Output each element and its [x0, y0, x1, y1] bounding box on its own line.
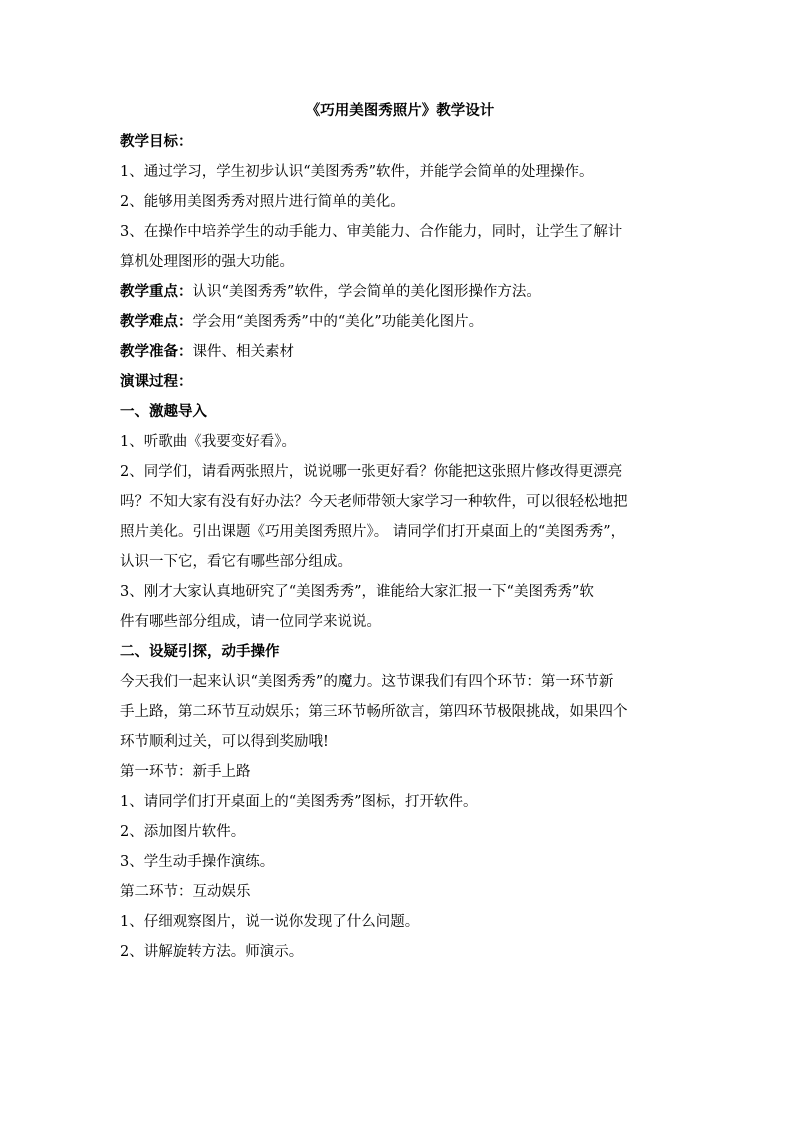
key-point-label: 教学重点：	[120, 283, 193, 300]
section1-line: 认识一下它，看它有哪些部分组成。	[120, 554, 352, 570]
preparation-line	[120, 337, 680, 367]
key-point-line	[120, 277, 680, 307]
goal-line: 算机处理图形的强大功能。	[120, 254, 294, 270]
difficulty-text: 学会用“美图秀秀”中的“美化”功能美化图片。	[192, 314, 484, 330]
section1-line: 3、刚才大家认真地研究了“美图秀秀”，谁能给大家汇报一下“美图秀秀”软	[120, 584, 594, 600]
goals-heading: 教学目标：	[120, 133, 193, 150]
section2-line: 环节顺利过关，可以得到奖励哦!	[120, 734, 329, 750]
section2-line: 3、学生动手操作演练。	[120, 854, 275, 870]
goal-line: 2、能够用美图秀秀对照片进行简单的美化。	[120, 194, 405, 210]
section2-line: 1、仔细观察图片，说一说你发现了什么问题。	[120, 914, 420, 930]
section1-line: 吗？不知大家有没有好办法？今天老师带领大家学习一种软件，可以很轻松地把	[120, 494, 628, 510]
process-heading: 演课过程：	[120, 373, 193, 390]
section2-line: 1、请同学们打开桌面上的“美图秀秀”图标，打开软件。	[120, 794, 478, 810]
section1-line: 1、听歌曲《我要变好看》。	[120, 434, 296, 450]
goal-line: 1、通过学习，学生初步认识“美图秀秀”软件，并能学会简单的处理操作。	[120, 164, 594, 180]
goal-line: 3、在操作中培养学生的动手能力、审美能力、合作能力，同时，让学生了解计	[120, 224, 623, 240]
section1-line: 2、同学们，请看两张照片，说说哪一张更好看？你能把这张照片修改得更漂亮	[120, 464, 623, 480]
section2-line: 2、添加图片软件。	[120, 824, 246, 840]
preparation-label: 教学准备：	[120, 343, 193, 360]
section2-line: 第二环节：互动娱乐	[120, 884, 251, 900]
section2-line: 手上路，第二环节互动娱乐；第三环节畅所欲言，第四环节极限挑战，如果四个	[120, 704, 628, 720]
section2-line: 2、讲解旋转方法。师演示。	[120, 944, 304, 960]
difficulty-line	[120, 307, 680, 337]
section1-heading: 一、激趣导入	[120, 403, 207, 420]
section2-line: 今天我们一起来认识“美图秀秀”的魔力。这节课我们有四个环节：第一环节新	[120, 674, 614, 690]
document-body	[120, 100, 680, 967]
section2-heading: 二、设疑引探，动手操作	[120, 643, 280, 660]
difficulty-label: 教学难点：	[120, 313, 193, 330]
section1-line: 照片美化。引出课题《巧用美图秀照片》。 请同学们打开桌面上的“美图秀秀”，	[120, 524, 626, 540]
preparation-text: 课件、相关素材	[192, 344, 294, 360]
section2-line: 第一环节：新手上路	[120, 764, 251, 780]
key-point-text: 认识“美图秀秀”软件，学会简单的美化图形操作方法。	[192, 284, 541, 300]
section1-line: 件有哪些部分组成，请一位同学来说说。	[120, 614, 381, 630]
document-title: 《巧用美图秀照片》教学设计	[305, 102, 495, 119]
